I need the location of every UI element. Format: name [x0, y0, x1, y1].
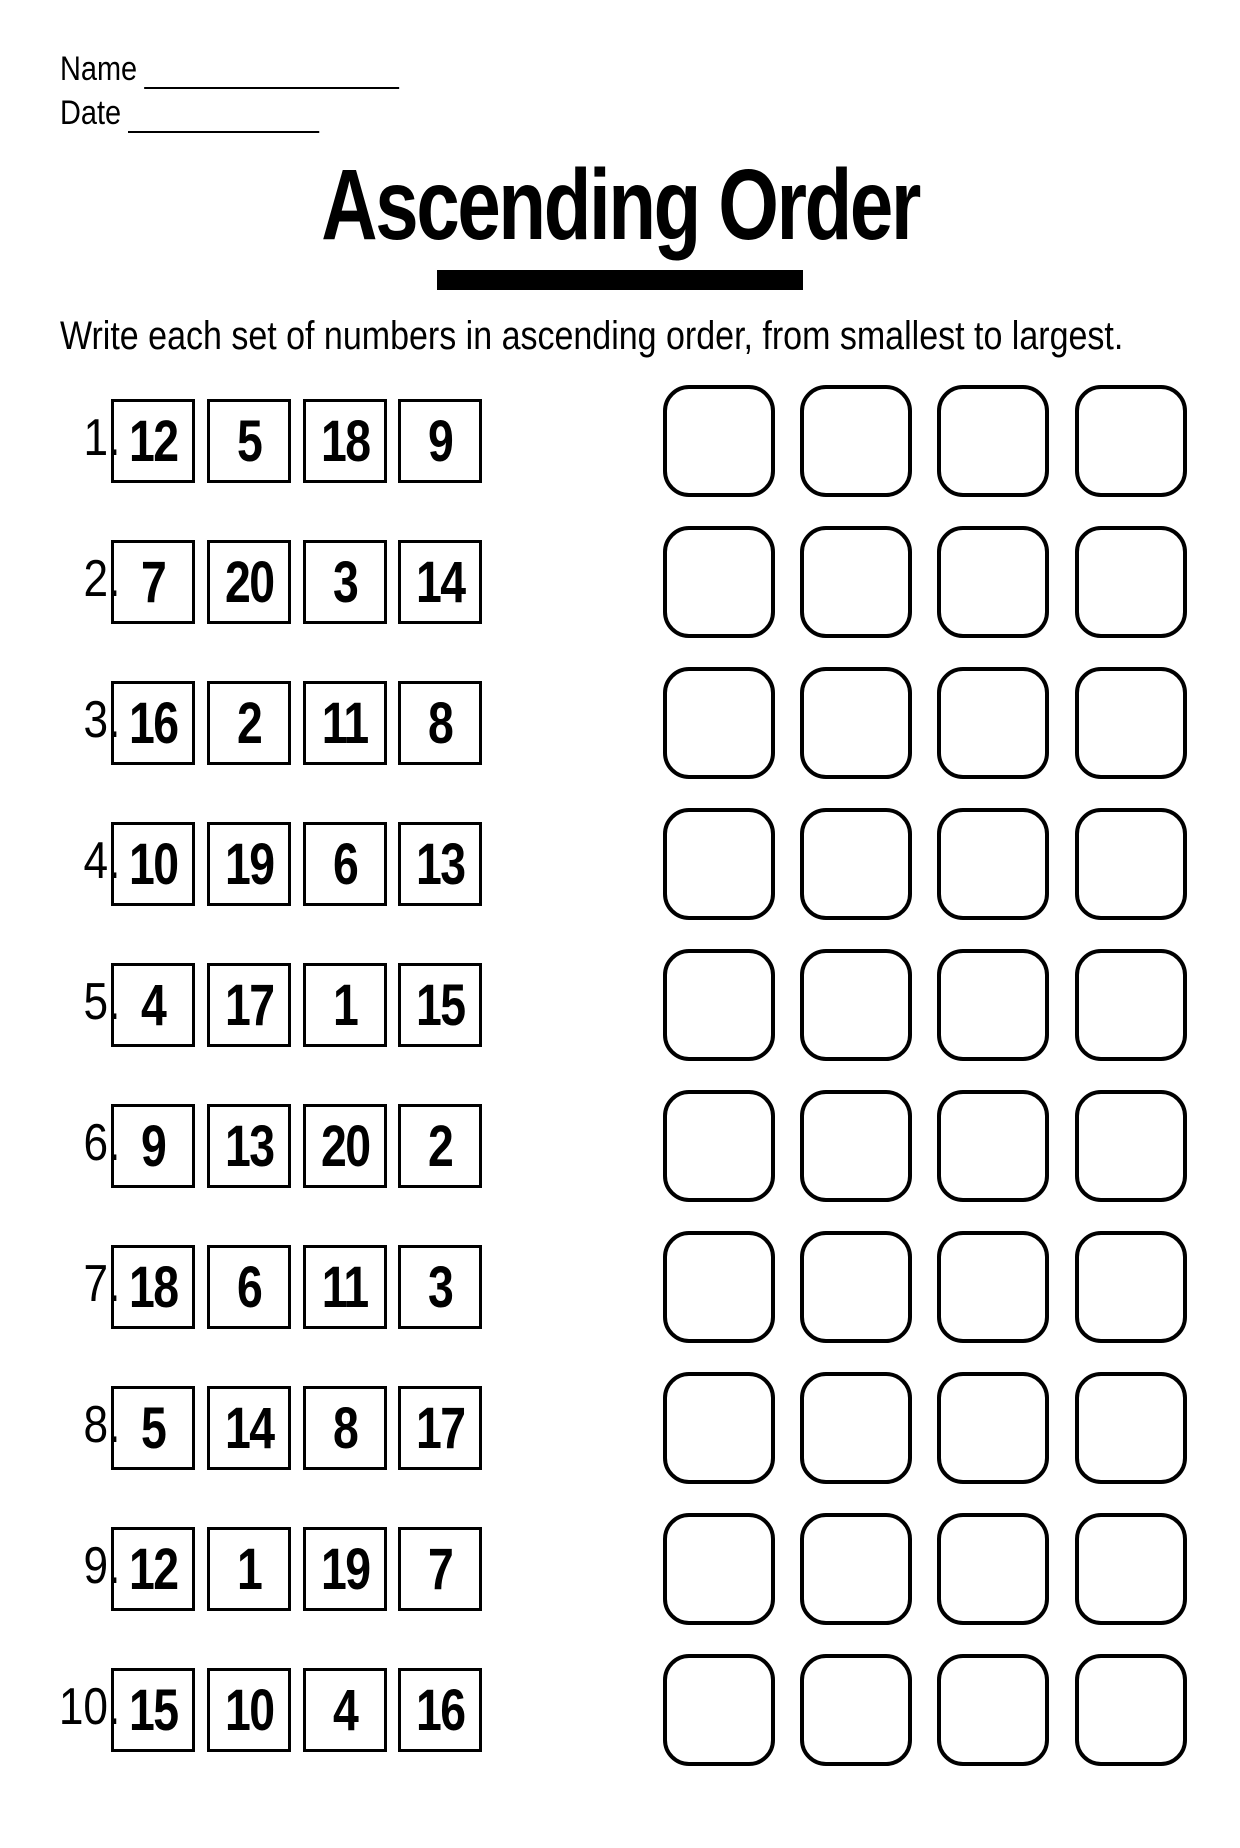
exercise-number-label: 3. — [83, 691, 120, 749]
number-box — [207, 540, 291, 624]
number-box — [111, 1668, 195, 1752]
number-box — [111, 1527, 195, 1611]
number-value: 5 — [140, 1395, 166, 1461]
number-box — [303, 822, 387, 906]
number-value: 20 — [224, 549, 274, 615]
exercise-number-label: 9. — [83, 1537, 120, 1595]
number-box — [207, 822, 291, 906]
number-value: 7 — [140, 549, 166, 615]
exercise-number-label: 6. — [83, 1114, 120, 1172]
number-value: 10 — [224, 1677, 274, 1743]
number-value: 15 — [415, 972, 465, 1038]
number-value: 13 — [415, 831, 465, 897]
exercise-number — [48, 544, 120, 614]
number-box — [398, 1245, 482, 1329]
answer-box[interactable] — [937, 385, 1049, 497]
number-box — [207, 963, 291, 1047]
answer-box[interactable] — [800, 1513, 912, 1625]
number-box — [303, 963, 387, 1047]
number-value: 8 — [332, 1395, 358, 1461]
exercise-row — [0, 1090, 1240, 1210]
name-input-line[interactable] — [144, 57, 399, 89]
exercise-row — [0, 1231, 1240, 1351]
name-field — [60, 50, 399, 89]
number-value: 19 — [320, 1536, 370, 1602]
date-label: Date — [60, 94, 122, 132]
number-box — [398, 1527, 482, 1611]
exercise-row — [0, 385, 1240, 505]
answer-box[interactable] — [1075, 526, 1187, 638]
answer-box[interactable] — [800, 1372, 912, 1484]
number-value: 1 — [332, 972, 358, 1038]
number-box — [111, 822, 195, 906]
exercise-number — [48, 403, 120, 473]
answer-box[interactable] — [937, 1654, 1049, 1766]
number-value: 12 — [128, 1536, 178, 1602]
exercise-number — [48, 1108, 120, 1178]
answer-box[interactable] — [1075, 1090, 1187, 1202]
number-value: 9 — [427, 408, 453, 474]
answer-box[interactable] — [937, 1231, 1049, 1343]
number-value: 11 — [322, 690, 368, 756]
number-box — [111, 540, 195, 624]
number-box — [207, 1245, 291, 1329]
number-value: 16 — [415, 1677, 465, 1743]
answer-box[interactable] — [663, 1231, 775, 1343]
number-value: 2 — [427, 1113, 453, 1179]
number-value: 17 — [224, 972, 274, 1038]
exercise-number-label: 7. — [83, 1255, 120, 1313]
answer-box[interactable] — [800, 667, 912, 779]
answer-box[interactable] — [800, 1231, 912, 1343]
number-value: 2 — [236, 690, 262, 756]
answer-box[interactable] — [937, 949, 1049, 1061]
number-value: 18 — [128, 1254, 178, 1320]
instruction-text: Write each set of numbers in ascending order, from smallest to largest. — [60, 314, 1124, 358]
number-box — [207, 1668, 291, 1752]
number-box — [207, 1386, 291, 1470]
exercise-number-label: 2. — [83, 550, 120, 608]
worksheet-title: Ascending Order — [321, 149, 919, 261]
number-value: 8 — [427, 690, 453, 756]
exercise-number-label: 10. — [58, 1678, 121, 1736]
exercise-row — [0, 808, 1240, 928]
exercise-row — [0, 1513, 1240, 1633]
number-box — [303, 1245, 387, 1329]
answer-box[interactable] — [937, 1513, 1049, 1625]
answer-box[interactable] — [937, 1372, 1049, 1484]
exercise-number — [48, 1531, 120, 1601]
number-value: 3 — [332, 549, 358, 615]
answer-box[interactable] — [800, 808, 912, 920]
number-value: 14 — [224, 1395, 274, 1461]
answer-box[interactable] — [663, 1513, 775, 1625]
exercise-number-label: 1. — [83, 409, 120, 467]
number-box — [207, 681, 291, 765]
number-box — [207, 399, 291, 483]
number-value: 15 — [128, 1677, 178, 1743]
number-value: 6 — [332, 831, 358, 897]
answer-box[interactable] — [800, 949, 912, 1061]
number-value: 20 — [320, 1113, 370, 1179]
number-value: 17 — [415, 1395, 465, 1461]
answer-box[interactable] — [800, 1090, 912, 1202]
number-box — [303, 1386, 387, 1470]
exercise-number-label: 8. — [83, 1396, 120, 1454]
exercise-row — [0, 1372, 1240, 1492]
number-value: 11 — [322, 1254, 368, 1320]
answer-box[interactable] — [1075, 1231, 1187, 1343]
answer-box[interactable] — [663, 949, 775, 1061]
answer-box[interactable] — [1075, 949, 1187, 1061]
number-box — [398, 681, 482, 765]
answer-box[interactable] — [1075, 808, 1187, 920]
exercise-row — [0, 526, 1240, 646]
number-box — [303, 540, 387, 624]
answer-box[interactable] — [663, 1090, 775, 1202]
number-value: 13 — [224, 1113, 274, 1179]
answer-box[interactable] — [1075, 1654, 1187, 1766]
number-box — [111, 963, 195, 1047]
date-input-line[interactable] — [128, 101, 319, 133]
answer-box[interactable] — [937, 808, 1049, 920]
number-box — [111, 1386, 195, 1470]
exercise-row — [0, 949, 1240, 1069]
number-box — [111, 399, 195, 483]
number-value: 18 — [320, 408, 370, 474]
answer-box[interactable] — [663, 385, 775, 497]
answer-box[interactable] — [800, 385, 912, 497]
number-value: 19 — [224, 831, 274, 897]
number-value: 10 — [128, 831, 178, 897]
exercise-number — [48, 967, 120, 1037]
name-label: Name — [60, 50, 138, 88]
number-box — [207, 1527, 291, 1611]
answer-box[interactable] — [663, 526, 775, 638]
answer-box[interactable] — [937, 667, 1049, 779]
answer-box[interactable] — [1075, 667, 1187, 779]
number-box — [398, 822, 482, 906]
exercise-number — [48, 1249, 120, 1319]
answer-box[interactable] — [1075, 385, 1187, 497]
answer-box[interactable] — [663, 667, 775, 779]
number-box — [303, 1668, 387, 1752]
exercise-number — [48, 1672, 120, 1742]
number-box — [111, 1245, 195, 1329]
exercise-number-label: 4. — [83, 832, 120, 890]
number-box — [398, 399, 482, 483]
number-box — [398, 1104, 482, 1188]
number-value: 14 — [415, 549, 465, 615]
answer-box[interactable] — [1075, 1372, 1187, 1484]
number-box — [207, 1104, 291, 1188]
answer-box[interactable] — [800, 1654, 912, 1766]
title-underline-bar — [437, 270, 803, 290]
number-box — [303, 681, 387, 765]
exercise-number — [48, 1390, 120, 1460]
number-value: 4 — [332, 1677, 358, 1743]
answer-box[interactable] — [663, 808, 775, 920]
number-value: 16 — [128, 690, 178, 756]
exercise-number-label: 5. — [83, 973, 120, 1031]
exercise-row — [0, 667, 1240, 787]
answer-box[interactable] — [937, 1090, 1049, 1202]
number-value: 3 — [427, 1254, 453, 1320]
number-value: 1 — [236, 1536, 262, 1602]
number-box — [398, 1668, 482, 1752]
number-box — [398, 963, 482, 1047]
number-box — [303, 399, 387, 483]
number-box — [111, 681, 195, 765]
number-value: 5 — [236, 408, 262, 474]
exercise-number — [48, 826, 120, 896]
number-value: 7 — [427, 1536, 453, 1602]
exercise-row — [0, 1654, 1240, 1774]
answer-box[interactable] — [1075, 1513, 1187, 1625]
number-value: 6 — [236, 1254, 262, 1320]
number-box — [398, 1386, 482, 1470]
worksheet-title-container — [0, 150, 1240, 260]
date-field — [60, 94, 319, 133]
answer-box[interactable] — [663, 1372, 775, 1484]
number-value: 12 — [128, 408, 178, 474]
number-box — [398, 540, 482, 624]
number-value: 9 — [140, 1113, 166, 1179]
number-box — [303, 1527, 387, 1611]
answer-box[interactable] — [800, 526, 912, 638]
instruction-container — [60, 310, 1220, 362]
exercise-number — [48, 685, 120, 755]
number-value: 4 — [140, 972, 166, 1038]
number-box — [303, 1104, 387, 1188]
answer-box[interactable] — [937, 526, 1049, 638]
answer-box[interactable] — [663, 1654, 775, 1766]
number-box — [111, 1104, 195, 1188]
